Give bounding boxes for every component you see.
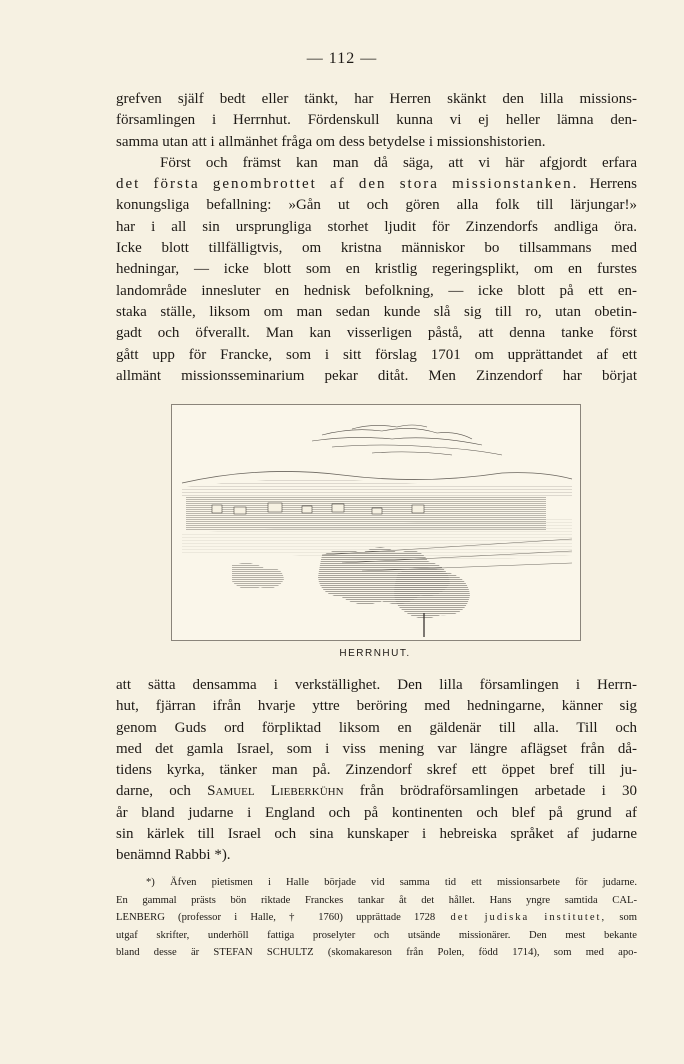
text-fragment: darne, och bbox=[116, 783, 208, 800]
herrnhut-engraving bbox=[171, 404, 581, 641]
text-line: sin kärlek till Israel och sina kunskaper i hebreiska språket af judarne bbox=[116, 826, 637, 843]
text-line: år bland judarne i England och på kontinenten och blef på grund af bbox=[116, 804, 637, 821]
page-number: — 112 — bbox=[306, 50, 378, 67]
text-line: hedningar, — icke blott som en kristlig regeringsplikt, om en furstes bbox=[116, 261, 637, 278]
text-fragment: Herrens bbox=[578, 176, 637, 193]
text-fragment: som bbox=[606, 912, 637, 923]
footnote-line: bland desse är STEFAN SCHULTZ (skomakareson från Polen, född 1714), som med apo- bbox=[116, 947, 637, 958]
text-line: tidens kyrka, tänker man på. Zinzendorf skref ett öppet bref till ju- bbox=[116, 762, 637, 779]
text-fragment: från brödraförsamlingen arbetade i 30 bbox=[343, 783, 638, 800]
text-line: landområde innesluter en hednisk befolkning, — icke blott på ett en- bbox=[116, 282, 637, 299]
footnote-line: En gammal prästs bön riktade Franckes tankar åt det hållet. Hans yngre samtida CAL- bbox=[116, 894, 637, 906]
text-line: Icke blott tillfälligtvis, om kristna människor bo tillsammans med bbox=[116, 240, 637, 257]
text-line: församlingen i Herrnhut. Fördenskull kunna vi ej heller lämna den- bbox=[116, 112, 637, 129]
emphasis-spaced: det judiska institutet, bbox=[435, 912, 607, 923]
text-line: har i all sin ursprungliga storhet ljudit för Zinzendorfs andliga öra. bbox=[116, 218, 637, 235]
text-line: genom Guds ord förpliktad liksom en gäldenär till alla. Till och bbox=[116, 719, 637, 736]
text-line: benämnd Rabbi *). bbox=[116, 847, 231, 864]
emphasis-spaced: det första genombrottet af den stora missionstanken. bbox=[116, 176, 579, 193]
text-block-top bbox=[116, 89, 637, 387]
text-line: allmänt missionsseminarium pekar ditåt. Men Zinzendorf har börjat bbox=[116, 367, 637, 384]
landscape-illustration bbox=[172, 405, 580, 640]
footnote-line bbox=[116, 909, 637, 927]
text-line: med det gamla Israel, som i viss mening var längre aflägset från då- bbox=[116, 740, 637, 757]
text-line: grefven själf bedt eller tänkt, har Herren skänkt den lilla missions- bbox=[116, 91, 637, 107]
text-line: hut, fjärran ifrån hvarje yttre beröring med hedningarne, känner sig bbox=[116, 698, 637, 715]
text-line: konungsliga befallning: »Gån ut och gören alla folk till lärjungar!» bbox=[116, 197, 637, 214]
text-fragment: LENBERG (professor i Halle, † 1760) upprättade 1728 bbox=[116, 912, 436, 923]
text-line bbox=[116, 781, 637, 802]
footnote-line: *) Äfven pietismen i Halle började vid samma tid ett missionsarbete för judarne. bbox=[146, 877, 637, 888]
text-line bbox=[116, 174, 637, 195]
footnote bbox=[116, 874, 637, 962]
figure-caption: HERRNHUT. bbox=[339, 648, 411, 659]
text-line: gadt och öfverallt. Man kan visserligen påstå, att denna tanke först bbox=[116, 325, 637, 342]
text-line: att sätta densamma i verkställighet. Den lilla församlingen i Herrn- bbox=[116, 677, 637, 693]
text-line: Först och främst kan man då säga, att vi här afgjordt erfara bbox=[160, 154, 637, 171]
text-line: samma utan att i allmänhet fråga om dess betydelse i missionshistorien. bbox=[116, 133, 546, 150]
person-name: Samuel Lieberkühn bbox=[207, 783, 344, 800]
footnote-line: utgaf skrifter, underhöll fattiga proselyter och utsände missionärer. Den mest bekante bbox=[116, 929, 637, 941]
text-line: gått upp för Francke, som i sitt förslag 1701 om upprättandet af ett bbox=[116, 346, 637, 363]
text-line: staka ställe, liksom om man sedan kunde slå sig till ro, utan obetin- bbox=[116, 303, 637, 320]
text-block-bottom bbox=[116, 675, 637, 867]
